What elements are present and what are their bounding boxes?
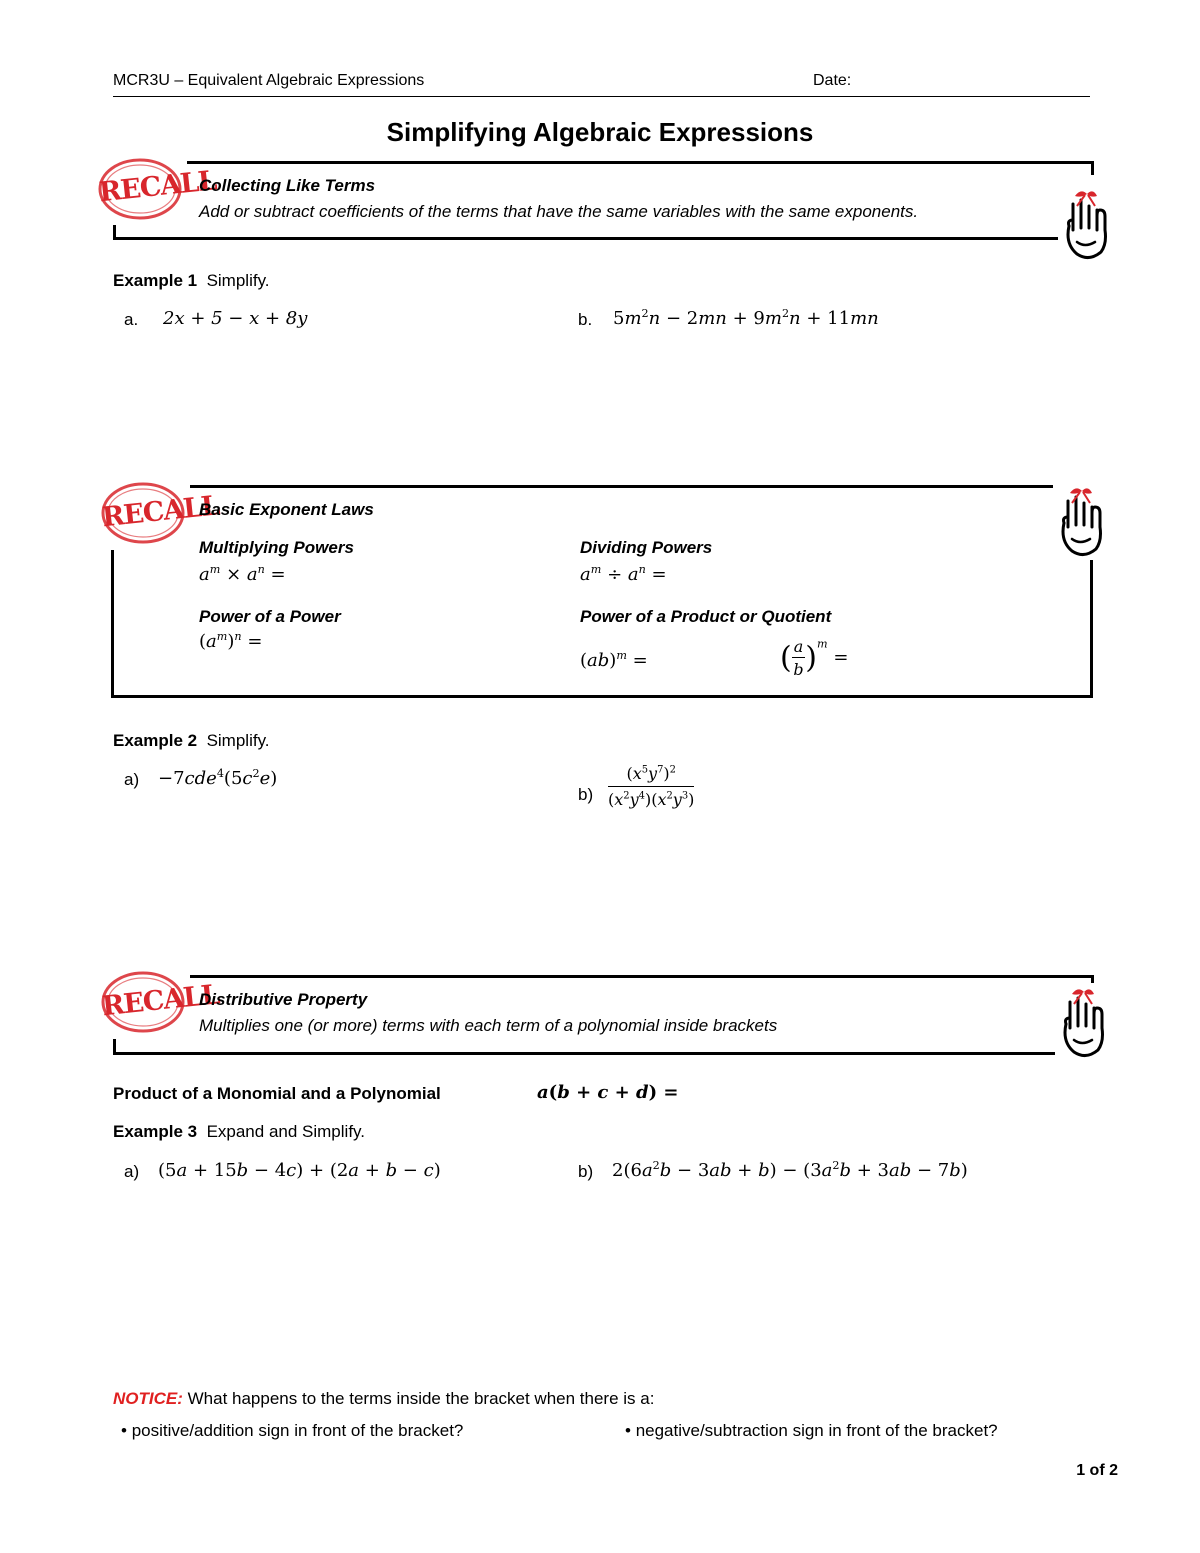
example1-heading: Example 1 Simplify.: [113, 271, 270, 290]
hand-icon: [1058, 185, 1112, 263]
example2-heading: Example 2 Simplify.: [113, 731, 270, 750]
recall1-title: Collecting Like Terms: [199, 176, 376, 195]
recall-stamp-text: RECALL: [100, 490, 221, 534]
example1-a-expression: 2x + 5 − x + 8y: [163, 308, 308, 329]
page-number: 1 of 2: [1076, 1462, 1118, 1479]
example2-a-letter: a): [124, 770, 140, 789]
header-date-label: Date:: [813, 72, 852, 89]
example3-heading: Example 3 Expand and Simplify.: [113, 1122, 365, 1141]
example3-a-expression: (5a + 15b − 4c) + (2a + b − c): [158, 1160, 441, 1181]
header-course-title: MCR3U – Equivalent Algebraic Expressions: [113, 72, 425, 89]
distributive-expression: a(b + c + d) =: [537, 1082, 679, 1103]
hand-icon: [1055, 983, 1109, 1061]
recall-stamp-2: [98, 478, 221, 550]
recall2-title: Basic Exponent Laws: [199, 500, 374, 519]
notice-bullet-2: • negative/subtraction sign in front of the bracket?: [625, 1421, 998, 1440]
recall-box-collecting-like-terms: [113, 161, 1091, 240]
example2-b-letter: b): [578, 785, 594, 804]
notice-bullet-1: • positive/addition sign in front of the bracket?: [121, 1421, 464, 1440]
recall3-text: Multiplies one (or more) terms with each term of a polynomial inside brackets: [199, 1016, 778, 1035]
power-of-power-title: Power of a Power: [199, 607, 341, 626]
recall1-text: Add or subtract coefficients of the terms that have the same variables with the same exponents.: [199, 202, 919, 221]
multiplying-powers-title: Multiplying Powers: [199, 538, 354, 557]
dividing-powers-expression: $a^m \div a^n$ =: [580, 562, 667, 585]
example1-b-expression: $5m^2n - 2mn + 9m^2n + 11mn$: [613, 306, 879, 329]
header-rule: [113, 96, 1090, 97]
page-title: Simplifying Algebraic Expressions: [386, 117, 814, 147]
power-of-product-title: Power of a Product or Quotient: [580, 607, 832, 626]
recall-box-distributive-property: [113, 975, 1091, 1055]
example1-b-letter: b.: [578, 310, 593, 329]
hand-icon: [1053, 482, 1107, 560]
example3-a-letter: a): [124, 1162, 140, 1181]
recall-stamp-text: RECALL: [100, 979, 221, 1023]
dividing-powers-title: Dividing Powers: [580, 538, 713, 557]
power-of-quotient-expression: ( $\frac{a}{b}$ )$^m$ =: [780, 637, 849, 679]
power-of-product-expression: (ab)$^m$ =: [580, 648, 648, 671]
power-of-power-expression: $(a^m)^n$ =: [199, 629, 263, 652]
recall-stamp-1: [95, 155, 218, 225]
recall-stamp-3: [98, 967, 221, 1039]
recall3-title: Distributive Property: [199, 990, 368, 1009]
example2-b-expression: $\frac{(x^5y^7)^2}{(x^2y^4)(x^2y^3)}$: [608, 764, 695, 809]
recall-stamp-text: RECALL: [97, 165, 218, 209]
example2-a-expression: $-7cde^4(5c^2e)$: [158, 766, 278, 789]
notice-line: NOTICE: What happens to the terms inside the bracket when there is a:: [113, 1389, 655, 1408]
example1-a-letter: a.: [124, 310, 139, 329]
product-monomial-label: Product of a Monomial and a Polynomial: [113, 1084, 441, 1103]
multiplying-powers-expression: $a^m \times a^n$ =: [199, 562, 286, 585]
example3-b-letter: b): [578, 1162, 594, 1181]
example3-b-expression: $2(6a^2b - 3ab + b) - (3a^2b + 3ab - 7b)$: [612, 1158, 968, 1181]
